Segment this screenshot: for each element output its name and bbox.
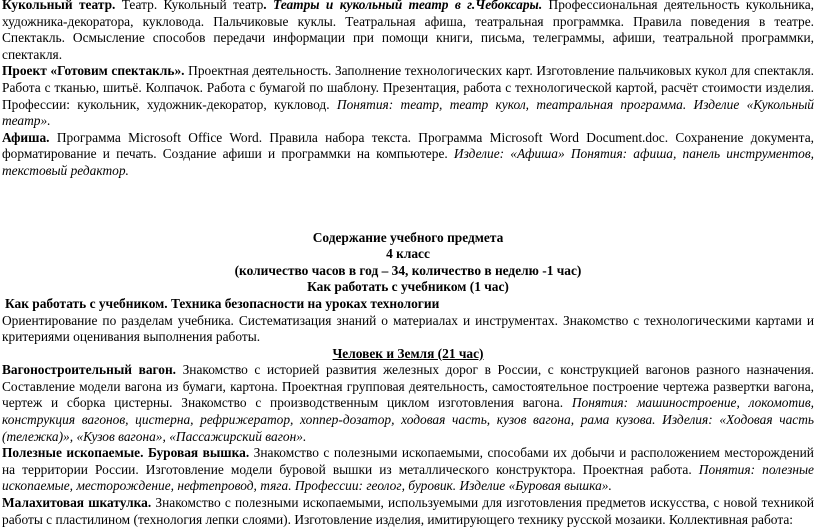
minerals-title: Полезные ископаемые. Буровая вышка. xyxy=(2,445,250,461)
textbook-section-heading: Как работать с учебником (1 час) xyxy=(307,279,509,295)
malachite-text: Знакомство с полезными ископаемыми, используемыми для изготовления предметов искусства, с новой техникой работы с пластилином (технология лепки слоями). Изготовление изделия, имитирующего технику русской мозаики. Коллективная работа: xyxy=(2,495,814,527)
vertical-gap xyxy=(2,180,814,230)
paragraph-malachite xyxy=(2,495,814,528)
paragraph-textbook-title xyxy=(2,296,814,313)
paragraph-project xyxy=(2,63,814,129)
paragraph-poster xyxy=(2,130,814,180)
human-earth-heading xyxy=(2,346,814,363)
project-text: Проектная деятельность. Заполнение технологических карт. Изготовление пальчиковых кукол для спектакля. Работа с тканью, шитьё. Колпачок. Работа с бумагой по шаблону. Презентация, работа с технологической картой, расчёт стоимости изделия. Профессии: кукольник, художник-декоратор, кукловод. xyxy=(2,63,815,112)
malachite-title: Малахитовая шкатулка. xyxy=(2,495,152,511)
wagon-title: Вагоностроительный вагон. xyxy=(2,362,177,378)
minerals-italic: Понятия: полезные ископаемые, месторождение, нефтепровод, тяга. Профессии: геолог, буровик. Изделие «Буровая вышка». xyxy=(2,461,814,494)
puppet-theater-title: Кукольный театр. xyxy=(2,0,116,12)
grade-heading: 4 класс xyxy=(386,246,430,262)
puppet-theater-italic: Театры и кукольный театр в г.Чебоксары. xyxy=(273,0,543,12)
puppet-theater-text-3: Профессиональная деятельность кукольника, художника-декоратора, кукловода. Пальчиковые куклы. Театральная афиша, театральная программка. Правила поведения в театре. Спектакль. Осмысление способов передачи информации при помощи книги, письма, телеграммы, афиши, театральной программки, спектакля. xyxy=(2,0,814,62)
poster-text: Программа Microsoft Office Word. Правила набора текста. Программа Microsoft Word Document.doc. Сохранение документа, форматирование и печать. Создание афиши и программки на компьютере. xyxy=(2,129,814,162)
paragraph-textbook: Ориентирование по разделам учебника. Систематизация знаний о материалах и инструментах. Знакомство с технологическими картами и критериями оценивания выполнения работы. xyxy=(2,312,814,345)
hours-heading: (количество часов в год – 34, количество в неделю -1 час) xyxy=(234,262,582,278)
project-title: Проект «Готовим спектакль». xyxy=(2,63,185,79)
paragraph-wagon xyxy=(2,362,814,445)
poster-title: Афиша. xyxy=(2,129,50,145)
puppet-theater-text-1: Театр. Кукольный театр xyxy=(115,0,264,12)
wagon-italic: Понятия: машиностроение, локомотив, конструкция вагонов, цистерна, рефрижератор, хоппер-дозатор, ходовая часть, кузов вагона, рама кузова. Изделия: «Ходовая часть (тележка)», «Кузов вагона», «Пассажирский вагон». xyxy=(2,395,814,444)
minerals-text: Знакомство с полезными ископаемыми, способами их добычи и расположением месторождений на территории России. Изготовление модели буровой вышки из металлического конструктора. Проектная работа. xyxy=(2,445,814,477)
paragraph-puppet-theater xyxy=(2,0,814,63)
paragraph-minerals xyxy=(2,445,814,495)
wagon-text: Знакомство с историей развития железных дорог в России, с конструкцией вагонов разного назначения. Составление модели вагона из бумаги, картона. Проектная групповая деятельность, самостоятельное построение чертежа развертки вагона, чертеж и сборка цистерны. Знакомство с производственным циклом изготовления вагона. xyxy=(2,362,814,411)
project-italic: Понятия: театр, театр кукол, театральная программа. Изделие «Кукольный театр». xyxy=(2,96,814,129)
poster-italic: Изделие: «Афиша» Понятия: афиша, панель инструментов, текстовый редактор. xyxy=(2,146,814,178)
content-heading: Содержание учебного предмета xyxy=(312,229,504,245)
human-earth-heading-text: Человек и Земля (21 час) xyxy=(332,345,484,361)
textbook-title: Как работать с учебником. Техника безопасности на уроках технологии xyxy=(5,295,440,311)
puppet-theater-text-2: . xyxy=(263,0,273,12)
